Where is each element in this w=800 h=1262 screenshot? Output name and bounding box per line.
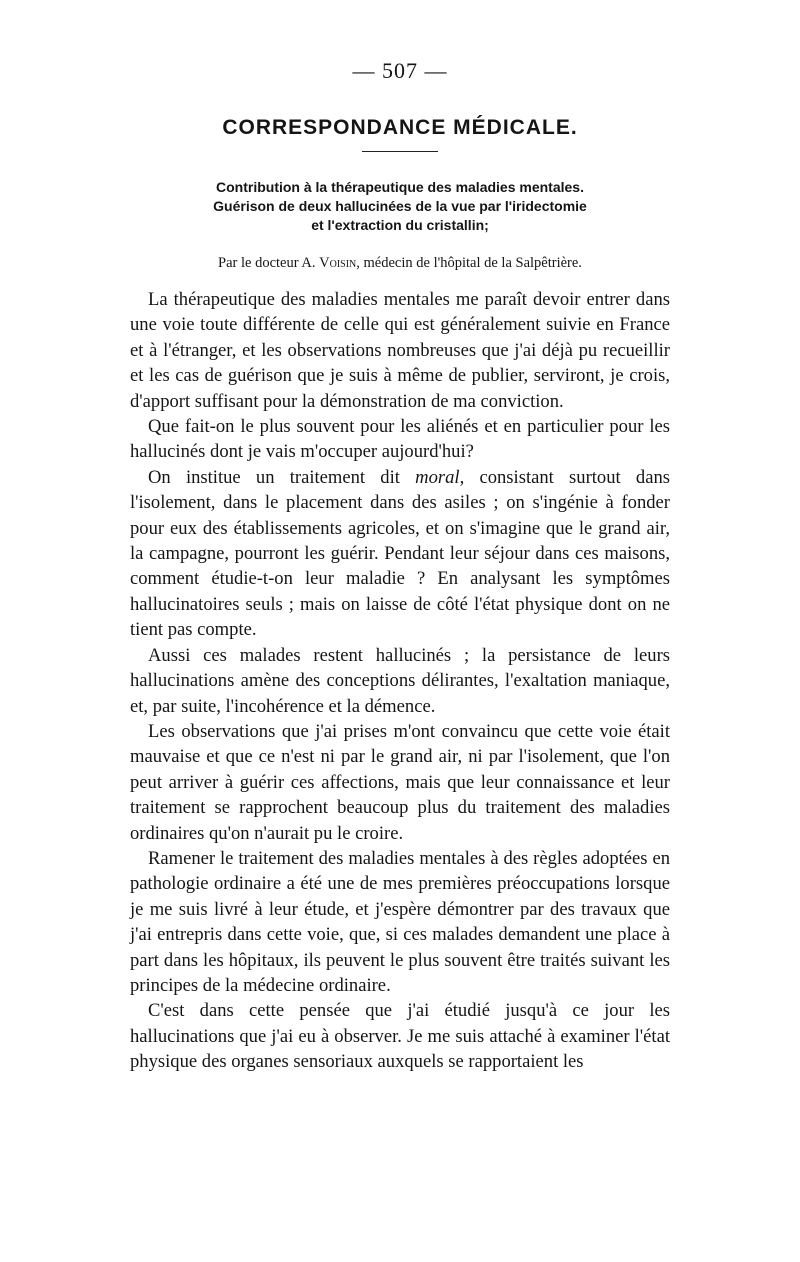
- article-heading: [110, 178, 690, 235]
- byline-prefix: Par le docteur A.: [218, 255, 316, 271]
- byline-suffix: , médecin de l'hôpital de la Salpêtrière.: [356, 255, 582, 271]
- page-number: — 507 —: [352, 58, 448, 83]
- byline: [0, 255, 800, 272]
- paragraph: La thérapeutique des maladies mentales me paraît devoir entrer dans une voie toute différente de celle qui est généralement suivie en France et à l'étranger, et les observations nombreuses que j'ai déjà pu recueillir et les cas de guérison que je suis à même de publier, serviront, je crois, d'apport suffisant pour la démonstration de ma conviction.: [130, 289, 670, 412]
- paragraph: Que fait-on le plus souvent pour les aliénés et en particulier pour les hallucinés dont je vais m'occuper aujourd'hui?: [130, 416, 670, 463]
- article-heading-line: Contribution à la thérapeutique des maladies mentales.: [216, 179, 584, 195]
- body-text: [130, 287, 670, 1075]
- paragraph: Les observations que j'ai prises m'ont convaincu que cette voie était mauvaise et que ce n'est ni par le grand air, ni par l'isolement, que l'on peut arriver à guérir ces affections, mais que leur connaissance et leur traitement se rapprochent beaucoup plus du traitement des maladies ordinaires qu'on n'aurait pu le croire.: [130, 720, 670, 844]
- paragraph: [130, 465, 670, 643]
- article-heading-line: et l'extraction du cristallin;: [311, 217, 489, 233]
- paragraph: Ramener le traitement des maladies mentales à des règles adoptées en pathologie ordinaire a été une de mes premières préoccupations lorsque je me suis livré à leur étude, et j'espère démontrer par des travaux que j'ai entrepris dans cette voie, que, si ces malades demandent une place à part dans les hôpitaux, ils peuvent le plus souvent être traités suivant les principes de la médecine ordinaire.: [130, 847, 670, 996]
- title-rule: [362, 151, 438, 152]
- author-name: Voisin: [319, 255, 357, 271]
- section-title: CORRESPONDANCE MÉDICALE.: [222, 116, 578, 139]
- paragraph: Aussi ces malades restent hallucinés ; la persistance de leurs hallucinations amène des conceptions délirantes, l'exaltation maniaque, et, par suite, l'incohérence et la démence.: [130, 644, 670, 717]
- article-heading-line: Guérison de deux hallucinées de la vue par l'iridectomie: [213, 198, 587, 214]
- paragraph-text: On institue un traitement dit: [148, 466, 416, 488]
- emphasized-word: moral: [415, 466, 460, 488]
- paragraph-text: , consistant surtout dans l'isolement, dans le placement dans des asiles ; on s'ingénie à fonder pour eux des établissements agricoles, et on s'imagine que le grand air, la campagne, pourront les guérir. Pendant leur séjour dans ces maisons, comment étudie-t-on leur maladie ? En analysant les symptômes hallucinatoires seuls ; mais on laisse de côté l'état physique dont on ne tient pas compte.: [130, 466, 670, 641]
- paragraph: C'est dans cette pensée que j'ai étudié jusqu'à ce jour les hallucinations que j'ai eu à observer. Je me suis attaché à examiner l'état physique des organes sensoriaux auxquels se rapportaient les: [130, 1000, 670, 1073]
